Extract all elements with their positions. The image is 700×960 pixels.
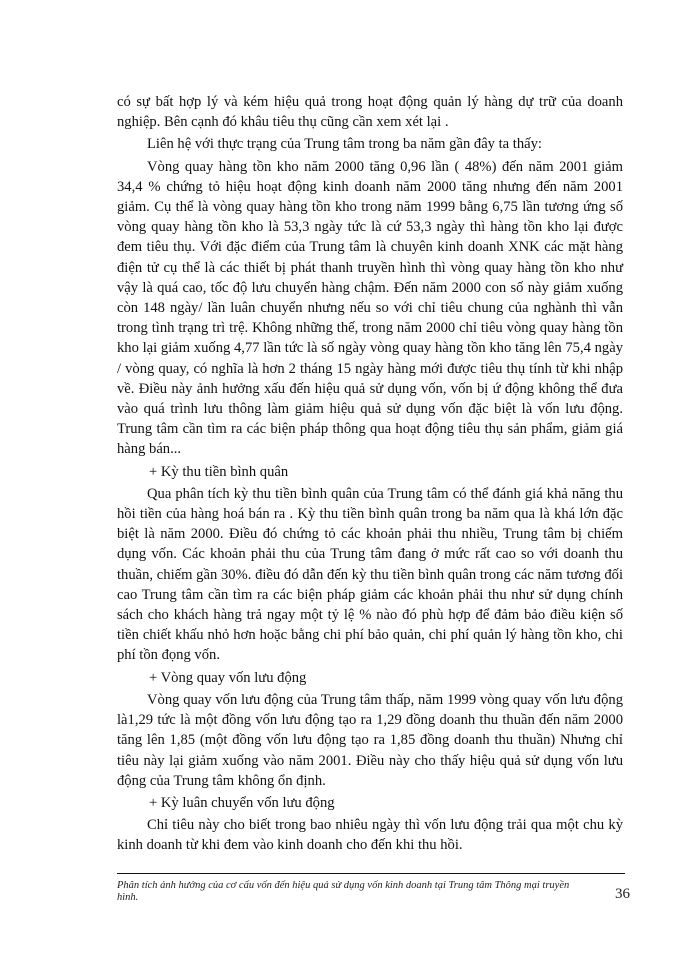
paragraph-continuation: có sự bất hợp lý và kém hiệu quả trong hoạt động quản lý hàng dự trữ của doanh nghiệp. Bên cạnh đó khâu tiêu thụ cũng cần xem xét lại .: [117, 94, 623, 131]
body-text: [117, 92, 623, 858]
footer-title: Phân tích ảnh hưởng của cơ cấu vốn đến hiệu quả sử dụng vốn kinh doanh tại Trung tâm Thông mại truyền hình.: [117, 880, 570, 903]
paragraph-working-capital-turnover: Vòng quay vốn lưu động của Trung tâm thấp, năm 1999 vòng quay vốn lưu động là1,29 tức là một đồng vốn lưu động tạo ra 1,29 đồng doanh thu thuần đến năm 2000 tăng lên 1,85 (một đồng vốn lưu động tạo ra 1,85 đồng doanh thu thuần) Nhưng chỉ tiêu này lại giảm xuống vào năm 2001. Điều này cho thấy hiệu quả sử dụng vốn lưu động của Trung tâm không ổn định.: [117, 691, 623, 789]
paragraph-working-capital-cycle: Chỉ tiêu này cho biết trong bao nhiêu ngày thì vốn lưu động trải qua một chu kỳ kinh doanh từ khi đem vào kinh doanh cho đến khi thu hồi.: [117, 817, 623, 854]
paragraph-inventory-turnover: Vòng quay hàng tồn kho năm 2000 tăng 0,96 lần ( 48%) đến năm 2001 giảm 34,4 % chứng tỏ hiệu hoạt động kinh doanh năm 2000 tăng nhưng đến năm 2001 giảm. Cụ thể là vòng quay hàng tồn kho trong năm 1999 bằng 6,75 lần tương ứng số vòng quay hàng tồn kho là 53,3 ngày tức là cứ 53,3 ngày thì hàng tồn kho lại được đem tiêu thụ. Với đặc điểm của Trung tâm là chuyên kinh doanh XNK các mặt hàng điện tử cụ thể là các thiết bị phát thanh truyền hình thì vòng quay hàng tồn kho như vậy là quá cao, tốc độ lưu chuyển hàng chậm. Đến năm 2000 con số này giảm xuống còn 148 ngày/ lần luân chuyển nhưng nếu so với chỉ tiêu chung của nghành thì vẫn trong tình trạng trì trệ. Không những thế, trong năm 2000 chỉ tiêu vòng quay hàng tồn kho lại giảm xuống 4,77 lần tức là số ngày vòng quay hàng tồn kho tăng lên 75,4 ngày / vòng quay, có nghĩa là hơn 2 tháng 15 ngày hàng mới được tiêu thụ tính từ khi nhập về. Điều này ảnh hưởng xấu đến hiệu quả sử dụng vốn, vốn bị ứ động không thể đưa vào quá trình lưu thông làm giảm hiệu quả sử dụng vốn đặc biệt là vốn lưu động. Trung tâm cần tìm ra các biện pháp thông qua hoạt động tiêu thụ sản phẩm, giảm giá hàng bán...: [117, 158, 623, 458]
footer-divider: [117, 873, 625, 874]
page-number: 36: [615, 886, 630, 902]
heading-working-capital-cycle: + Kỳ luân chuyển vốn lưu động: [149, 794, 335, 811]
paragraph-context-intro: Liên hệ với thực trạng của Trung tâm trong ba năm gần đây ta thấy:: [147, 136, 542, 153]
heading-working-capital-turnover: + Vòng quay vốn lưu động: [149, 669, 307, 686]
heading-collection-period: + Kỳ thu tiền bình quân: [149, 463, 289, 480]
paragraph-collection-period: Qua phân tích kỳ thu tiền bình quân của Trung tâm có thể đánh giá khả năng thu hồi tiền của hàng hoá bán ra . Kỳ thu tiền bình quân trong ba năm qua là khá lớn đặc biệt là năm 2000. Điều đó chứng tỏ các khoản phải thu nhiều, Trung tâm bị chiếm dụng vốn. Các khoản phải thu của Trung tâm đang ở mức rất cao so với doanh thu thuần, chiếm gần 30%. điều đó dẫn đến kỳ thu tiền bình quân trong các năm tương đối cao Trung tâm cần tìm ra các biện pháp giảm các khoản phải thu như sử dụng chính sách cho khách hàng trả ngay một tỷ lệ % nào đó phù hợp để đảm bảo điều kiện số tiền chiết khấu nhỏ hơn hoặc bằng chi phí bảo quản, chi phí quản lý hàng tồn kho, chi phí tồn đọng vốn.: [117, 485, 623, 664]
